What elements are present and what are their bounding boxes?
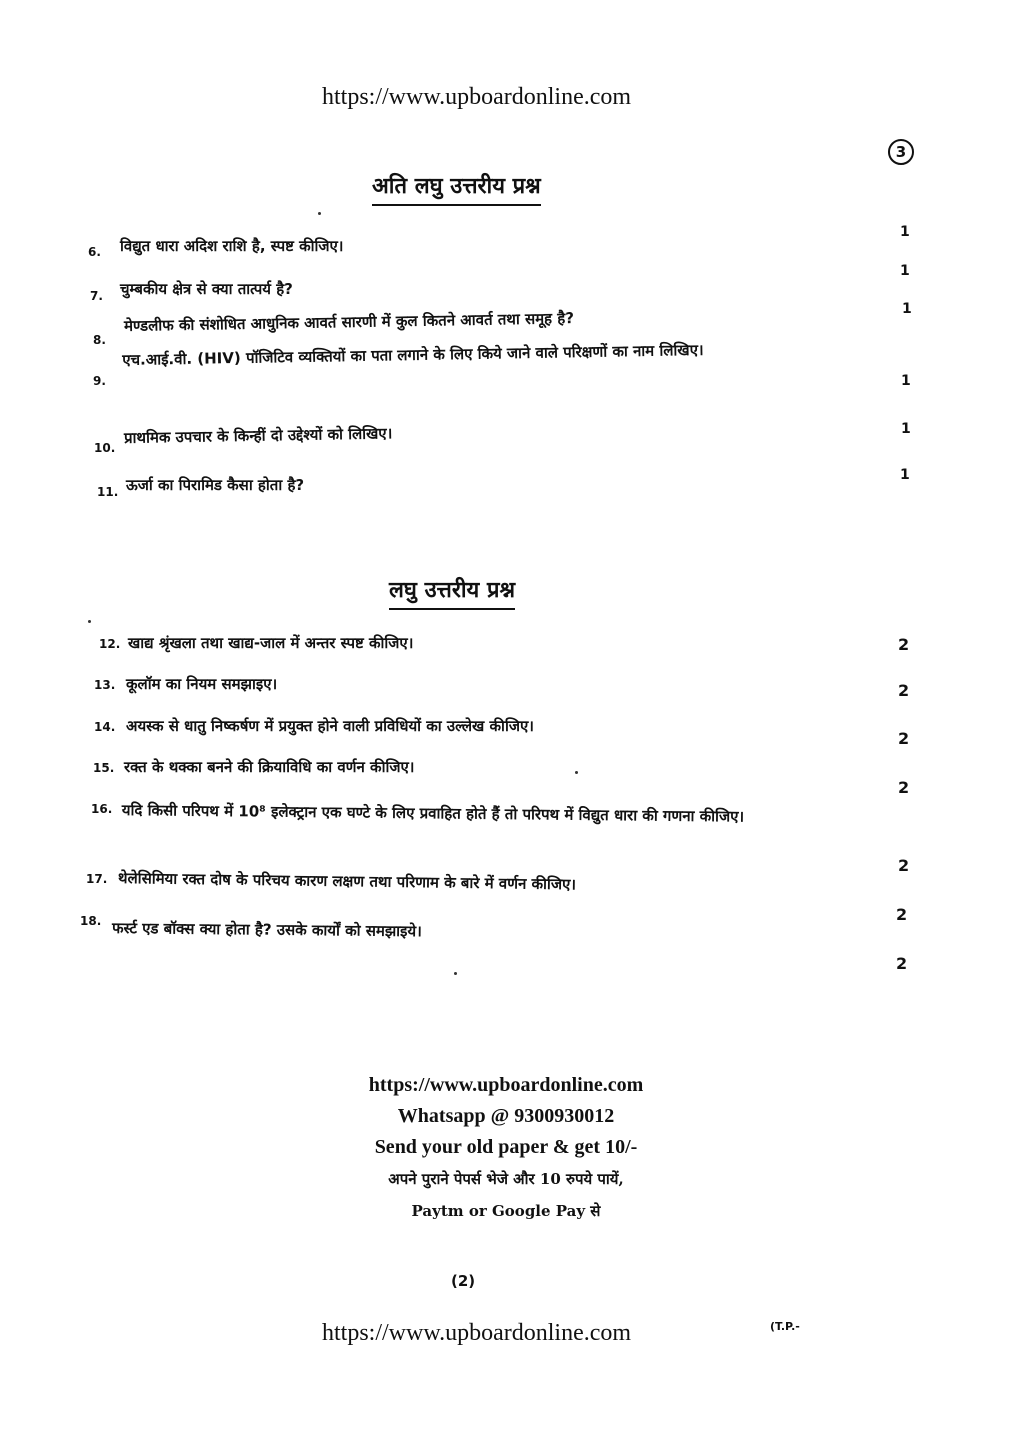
page-marker: 3	[888, 139, 914, 165]
footer-payment: Paytm or Google Pay से	[411, 1202, 601, 1220]
question-marks: 1	[900, 224, 910, 240]
bottom-url: https://www.upboardonline.com	[322, 1320, 632, 1346]
page-number: (2)	[451, 1272, 476, 1290]
question-text: मेण्डलीफ की संशोधित आधुनिक आवर्त सारणी में कुल कितने आवर्त तथा समूह है?	[123, 309, 575, 335]
question-text: प्राथमिक उपचार के किन्हीं दो उद्देश्यों को लिखिए।	[123, 424, 393, 447]
question-text: यदि किसी परिपथ में 10⁸ इलेक्ट्रान एक घण्टे के लिए प्रवाहित होते हैं तो परिपथ में विद्युत धारा की गणना कीजिए।	[121, 800, 745, 826]
scan-speck	[454, 972, 457, 975]
question-number: 7.	[90, 289, 103, 303]
question-number: 18.	[80, 914, 102, 928]
question-text: अयस्क से धातु निष्कर्षण में प्रयुक्त होने वाली प्रविधियों का उल्लेख कीजिए।	[126, 717, 534, 735]
question-number: 12.	[99, 637, 121, 651]
scan-speck	[88, 620, 91, 623]
continued-mark: (T.P.-	[770, 1320, 800, 1333]
section-title-very-short: अति लघु उत्तरीय प्रश्न	[372, 170, 541, 206]
header-url: https://www.upboardonline.com	[322, 84, 632, 110]
question-marks: 1	[900, 467, 910, 483]
question-text: फर्स्ट एड बॉक्स क्या होता है? उसके कार्यों को समझाइये।	[111, 919, 422, 941]
question-marks: 2	[896, 905, 908, 924]
scan-speck	[575, 771, 578, 774]
footer-hindi-offer: अपने पुराने पेपर्स भेजे और 10 रुपये पायें,	[388, 1170, 624, 1188]
question-number: 17.	[86, 872, 108, 886]
question-text: चुम्बकीय क्षेत्र से क्या तात्पर्य है?	[120, 280, 293, 298]
footer-whatsapp: Whatsapp @ 9300930012	[397, 1105, 615, 1127]
question-number: 6.	[88, 245, 101, 259]
question-text: रक्त के थक्का बनने की क्रियाविधि का वर्णन कीजिए।	[124, 758, 415, 776]
question-marks: 1	[902, 301, 912, 317]
question-number: 13.	[94, 678, 116, 692]
question-text: खाद्य श्रृंखला तथा खाद्य-जाल में अन्तर स्पष्ट कीजिए।	[128, 634, 414, 652]
question-marks: 2	[898, 635, 910, 654]
question-number: 15.	[93, 761, 115, 775]
question-marks: 2	[898, 681, 910, 700]
question-marks: 2	[896, 954, 908, 973]
section-title-short: लघु उत्तरीय प्रश्न	[389, 574, 515, 610]
question-marks: 2	[898, 729, 910, 748]
question-number: 14.	[94, 720, 116, 734]
question-number: 9.	[93, 374, 106, 388]
question-text: विद्युत धारा अदिश राशि है, स्पष्ट कीजिए।	[120, 237, 344, 255]
question-text: थेलेसिमिया रक्त दोष के परिचय कारण लक्षण तथा परिणाम के बारे में वर्णन कीजिए।	[117, 869, 577, 894]
question-marks: 1	[901, 373, 911, 389]
question-text: कूलॉम का नियम समझाइए।	[126, 675, 278, 693]
scan-speck	[318, 212, 321, 215]
question-text: ऊर्जा का पिरामिड कैसा होता है?	[126, 476, 305, 494]
question-text: एच.आई.वी. (HIV) पॉजिटिव व्यक्तियों का पता लगाने के लिए किये जाने वाले परिक्षणों का नाम लिखिए।	[122, 340, 704, 369]
question-marks: 1	[900, 263, 910, 279]
question-number: 16.	[91, 802, 113, 816]
question-number: 8.	[93, 333, 106, 347]
footer-url: https://www.upboardonline.com	[368, 1074, 644, 1096]
footer-offer: Send your old paper & get 10/-	[374, 1136, 638, 1158]
question-number: 10.	[94, 441, 116, 455]
question-marks: 2	[898, 778, 910, 797]
question-marks: 1	[901, 421, 911, 437]
question-number: 11.	[97, 485, 119, 499]
question-marks: 2	[898, 856, 910, 875]
